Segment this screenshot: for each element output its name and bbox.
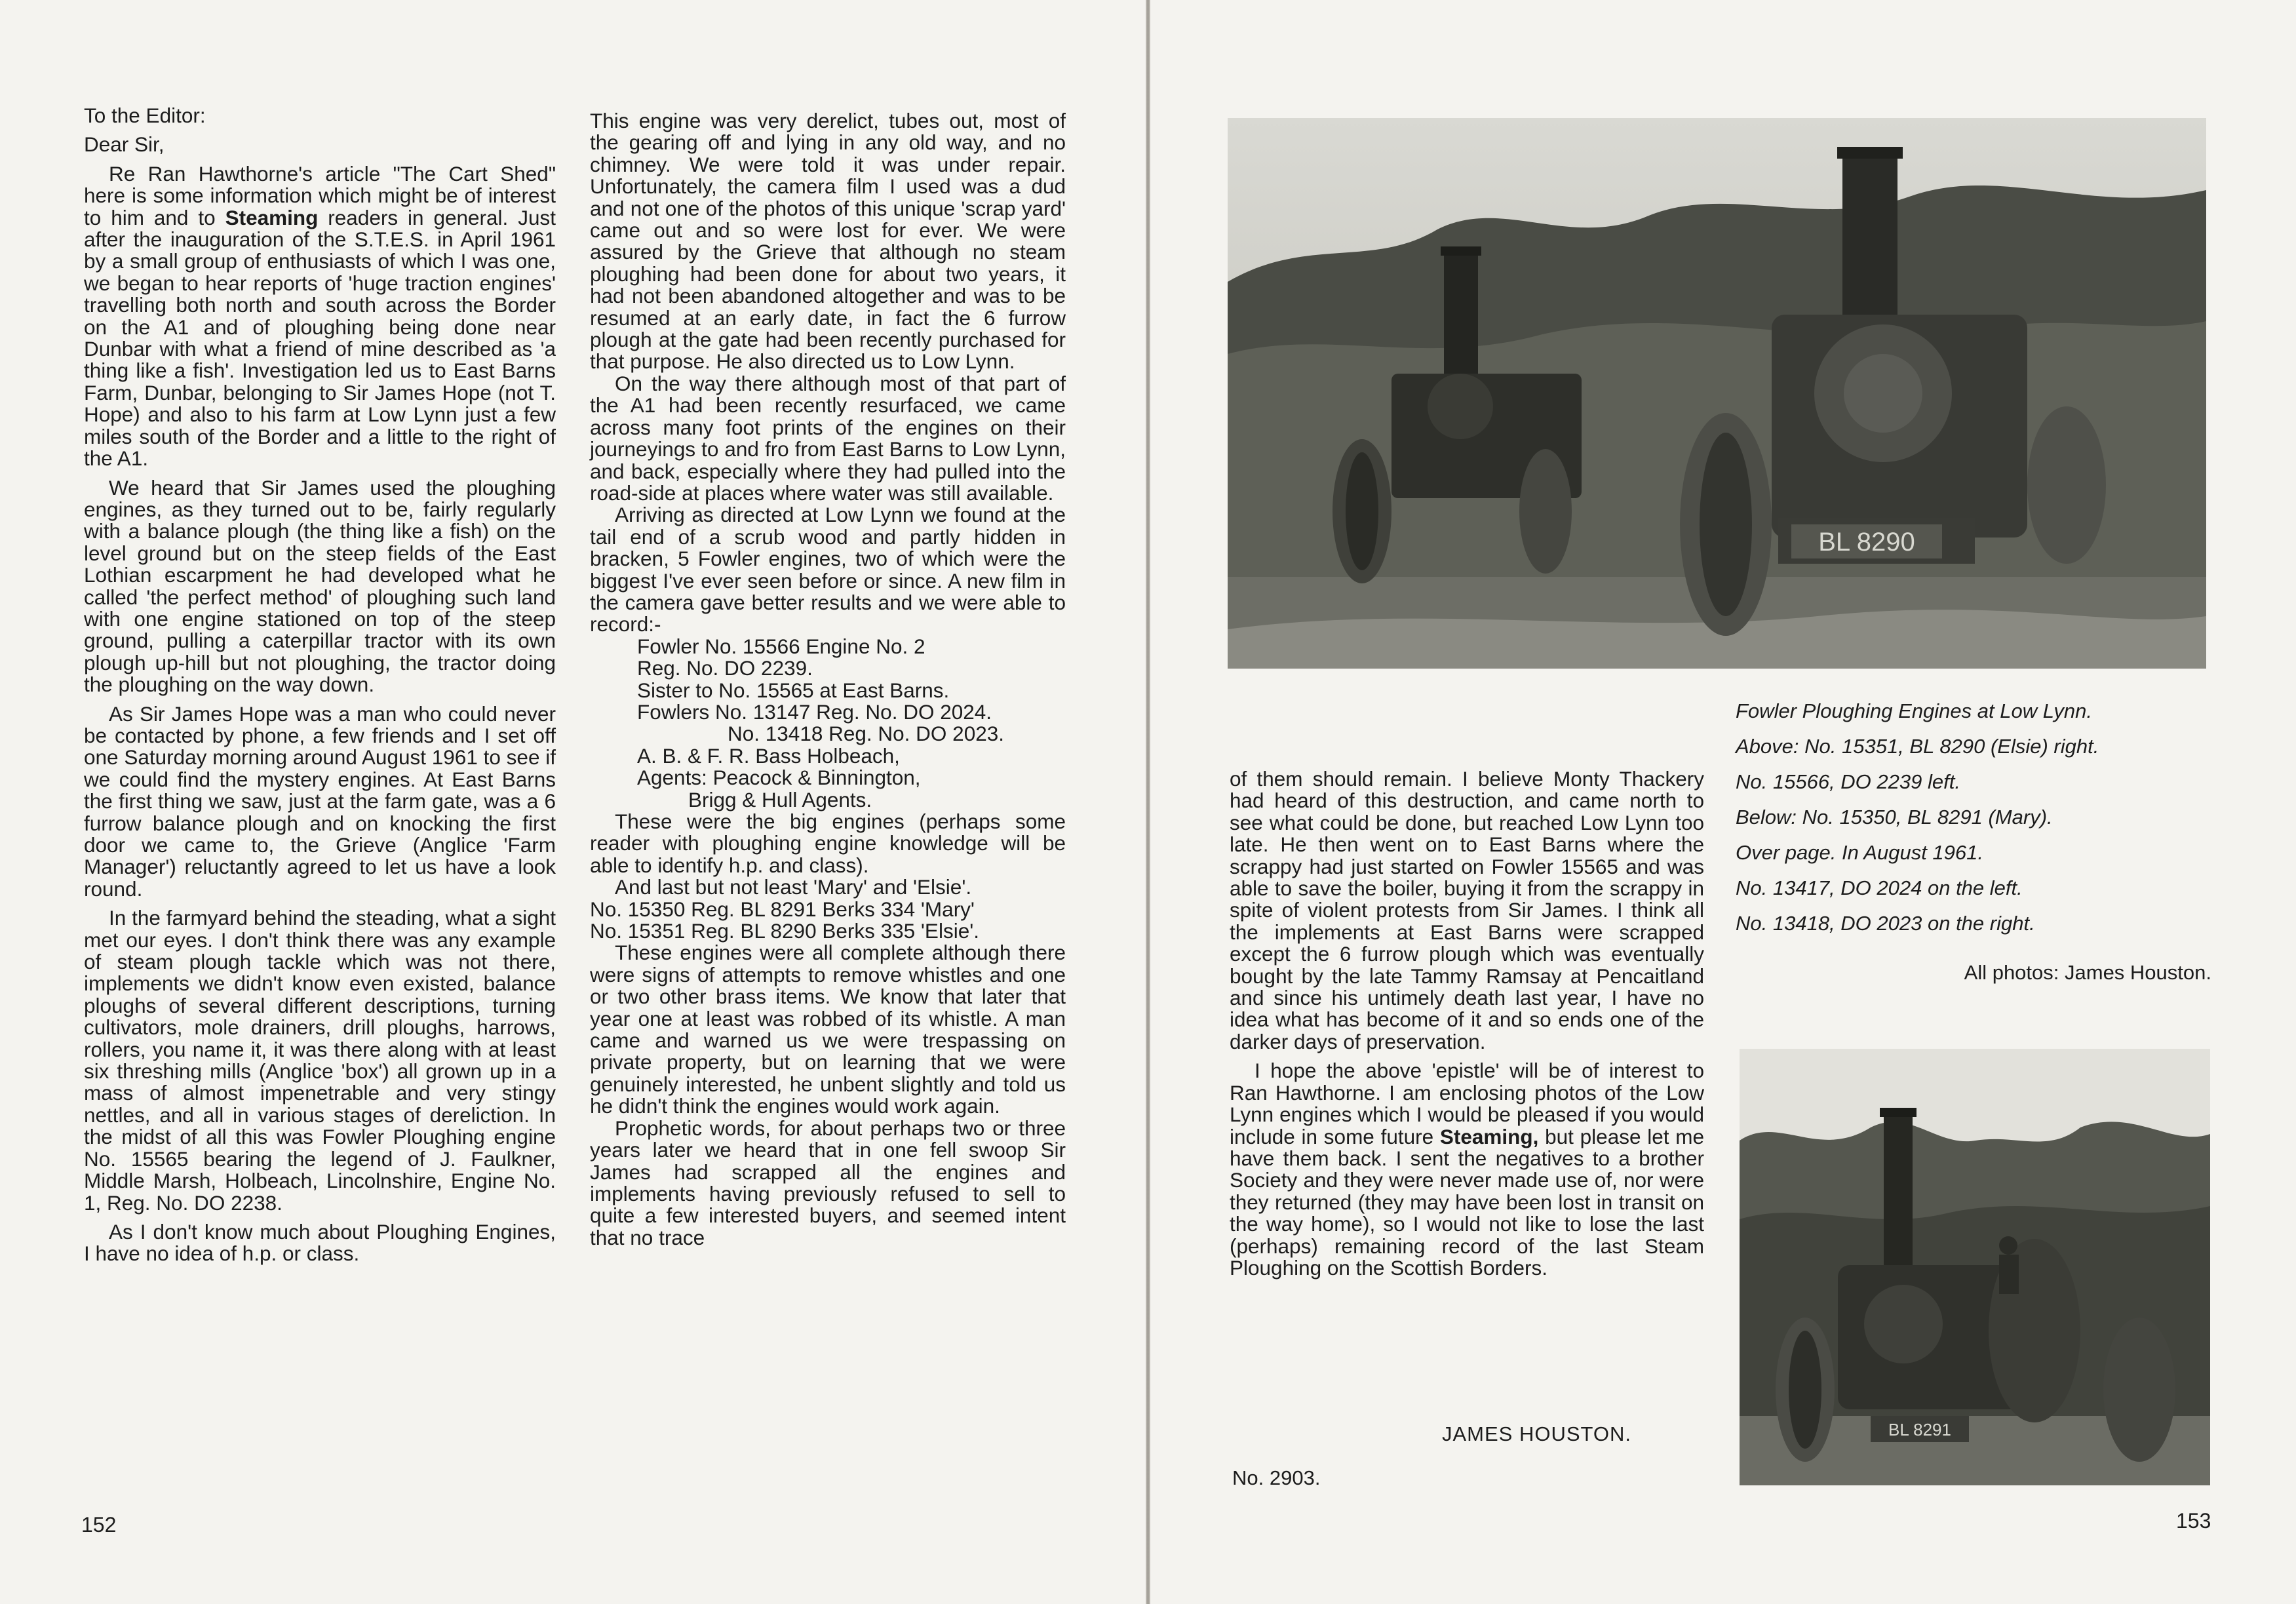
letter-reference: No. 2903. (1232, 1466, 1321, 1489)
paragraph: We heard that Sir James used the ploughing engines, as they turned out to be, fairly regularly with a balance plough (the thing like a fish) on the level ground but on the steep fields of the East Lothian escarpment he had developed what he called 'the perfect method' of ploughing such land with one engine stationed on top of the steep ground, pulling a caterpillar tractor with its own plough up-hill but not ploughing, the tractor doing the ploughing on the way down. (84, 475, 556, 697)
salutation-sir: Dear Sir, (84, 132, 165, 157)
photo-engines-elsie-and-15566 (1228, 118, 2206, 669)
list-item: Brigg & Hull Agents. (688, 787, 872, 812)
paragraph: These were the big engines (perhaps some reader with ploughing engine knowledge will be able to identify h.p. and class). (590, 810, 1066, 877)
caption-line: Above: No. 15351, BL 8290 (Elsie) right. (1736, 735, 2099, 758)
caption-line: No. 13418, DO 2023 on the right. (1736, 912, 2035, 935)
paragraph: This engine was very derelict, tubes out, most of the gearing off and lying in any old way, and no chimney. We were told it was under repair. Unfortunately, the camera film I used was a dud and not one of the photos of this unique 'scrap yard' came out and so were lost for ever. We were assured by the Grieve that although no steam ploughing had been done for about two years, it had not been abandoned altogether and was to be resumed at an early date, in fact the 6 furrow plough at the gate had been recently purchased for that purpose. He also directed us to Low Lynn. (590, 109, 1066, 374)
paragraph: of them should remain. I believe Monty Thackery had heard of this destruction, and came north to see what could be done, but reached Low Lynn too late. He then went on to East Barns where the scrappy had just started on Fowler 15565 and was able to save the boiler, buying it from the scrappy in spite of violent protests from Sir James. I think all the implements at East Barns were scrapped except the 6 furrow plough which was eventually bought by the late Tammy Ramsay at Pencaitland and since his untimely death last year, I have no idea what has become of it and so ends one of the darker days of preservation. (1230, 767, 1704, 1053)
magazine-name: Steaming, (1439, 1124, 1539, 1148)
number-plate-top: BL 8290 (1818, 528, 1915, 557)
magazine-name: Steaming (225, 205, 319, 229)
page-number-right: 153 (2176, 1509, 2211, 1533)
paragraph: Prophetic words, for about perhaps two or three years later we heard that in one fell swoop Sir James had scrapped all the engines and implements having previously refused to sell to quite a few interested buyers, and seemed intent that no trace (590, 1116, 1066, 1249)
paragraph: Arriving as directed at Low Lynn we found at the tail end of a scrub wood and partly hidden in bracken, 5 Fowler engines, two of which were the biggest I've ever seen before or since. A new film in the camera gave better results and we were able to record:- (590, 503, 1066, 636)
paragraph: In the farmyard behind the steading, what a sight met our eyes. I don't think there was any example of steam plough tackle which was not there, implements we didn't know even existed, balance ploughs of several different descriptions, turning cultivators, mole drainers, drill ploughs, harrows, rollers, you name it, it was there along with at least six threshing mills (Anglice 'box') all grown up in a mass of almost impenetrable and very stingy nettles, and all in various stages of dereliction. In the midst of all this was Fowler Ploughing engine No. 15565 bearing the legend of J. Faulkner, Middle Marsh, Holbeach, Lincolnshire, Engine No. 1, Reg. No. DO 2238. (84, 906, 556, 1215)
paragraph: No. 15350 Reg. BL 8291 Berks 334 'Mary' (590, 897, 975, 921)
caption-line: Below: No. 15350, BL 8291 (Mary). (1736, 806, 2053, 829)
paragraph: I hope the above 'epistle' will be of interest to Ran Hawthorne. I am enclosing photos of the Low Lynn engines which I would be pleased if you would include in some future Steaming, but please let me have them back. I sent the negatives to a brother Society and they were never made use of, nor were they returned (they may have been lost in transit on the way home), so I would not like to lose the last (perhaps) remaining record of the last Steam Ploughing on the Scottish Borders. (1230, 1059, 1704, 1280)
paragraph: Re Ran Hawthorne's article "The Cart Shed" here is some information which might be of interest to him and to Steaming readers in general. Just after the inauguration of the S.T.E.S. in April 1961 by a small group of enthusiasts of which I was one, we began to hear reports of 'huge traction engines' travelling both north and south across the Border on the A1 and of ploughing being done near Dunbar with what a friend of mine described as 'a thing like a fish'. Investigation led us to East Barns Farm, Dunbar, belonging to Sir James Hope (not T. Hope) and also to his farm at Low Lynn just a few miles south of the Border and a little to the right of the A1. (84, 161, 556, 471)
photo-caption (1736, 694, 2211, 941)
photo-engine-mary (1740, 1049, 2210, 1485)
photo-credit: All photos: James Houston. (1964, 961, 2211, 984)
list-item: A. B. & F. R. Bass Holbeach, (637, 743, 900, 768)
book-gutter (1146, 0, 1150, 1604)
list-item: No. 13418 Reg. No. DO 2023. (728, 722, 1005, 746)
caption-line: No. 15566, DO 2239 left. (1736, 770, 1960, 793)
list-item: Sister to No. 15565 at East Barns. (637, 678, 950, 702)
list-item: Reg. No. DO 2239. (637, 656, 813, 680)
number-plate-bottom: BL 8291 (1888, 1420, 1951, 1439)
list-item: Agents: Peacock & Binnington, (637, 766, 921, 790)
list-item: Fowler No. 15566 Engine No. 2 (637, 634, 925, 658)
left-column-1 (84, 105, 556, 1265)
list-item: Fowlers No. 13147 Reg. No. DO 2024. (637, 699, 992, 724)
caption-line: Fowler Ploughing Engines at Low Lynn. (1736, 699, 2092, 722)
caption-line: No. 13417, DO 2024 on the left. (1736, 876, 2023, 899)
author-signature: JAMES HOUSTON. (1442, 1422, 1632, 1445)
paragraph: No. 15351 Reg. BL 8290 Berks 335 'Elsie'. (590, 919, 979, 943)
paragraph: On the way there although most of that part of the A1 had been recently resurfaced, we came across many foot prints of the engines on their journeyings to and fro from East Barns to Low Lynn, and back, especially where they had pulled into the road-side at places where water was still available. (590, 371, 1066, 505)
paragraph: As I don't know much about Ploughing Engines, I have no idea of h.p. or class. (84, 1219, 556, 1266)
right-column (1230, 768, 1704, 1279)
left-page (0, 0, 1146, 1604)
salutation-editor: To the Editor: (84, 104, 206, 127)
page-number-left: 152 (81, 1513, 117, 1536)
caption-line: Over page. In August 1961. (1736, 841, 1983, 864)
paragraph: These engines were all complete although there were signs of attempts to remove whistles and one or two other brass items. We know that later that year one at least was robbed of its whistle. A man came and warned us we were trespassing on private property, but on learning that we were genuinely interested, he unbent slightly and told us he didn't think the engines would work again. (590, 941, 1066, 1118)
paragraph: As Sir James Hope was a man who could never be contacted by phone, a few friends and I set off one Saturday morning around August 1961 to see if we could find the mystery engines. At East Barns the first thing we saw, just at the farm gate, was a 6 furrow balance plough and on knocking the first door we came to, the Grieve (Anglice 'Farm Manager') reluctantly agreed to let us have a look round. (84, 701, 556, 901)
paragraph: And last but not least 'Mary' and 'Elsie'. (615, 875, 972, 899)
left-column-2 (590, 110, 1066, 1249)
